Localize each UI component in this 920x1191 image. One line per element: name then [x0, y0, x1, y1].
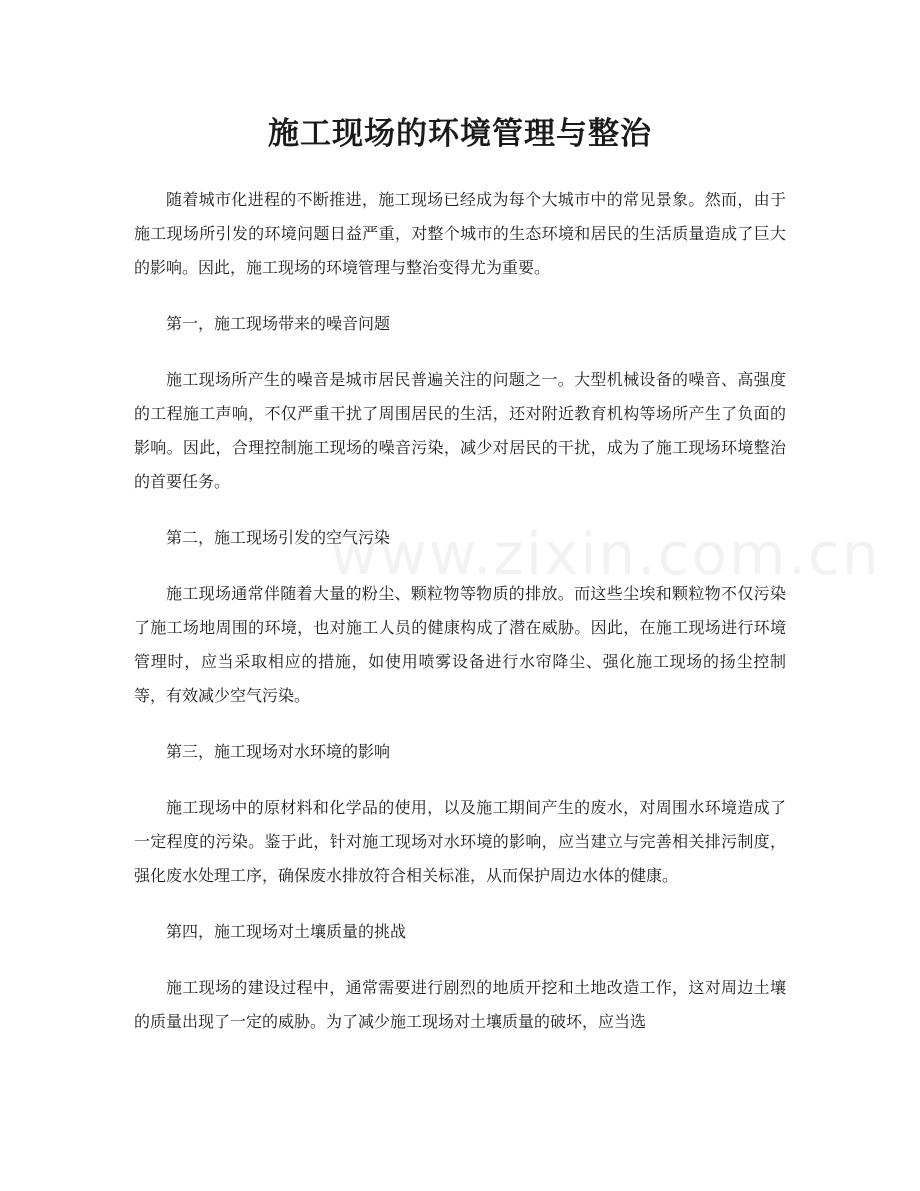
paragraph-noise: 施工现场所产生的噪音是城市居民普遍关注的问题之一。大型机械设备的噪音、高强度的工程施工声响，不仅严重干扰了周围居民的生活，还对附近教育机构等场所产生了负面的影响。因此，合理控制施工现场的噪音污染，减少对居民的干扰，成为了施工现场环境整治的首要任务。	[134, 370, 786, 491]
paragraph-soil: 施工现场的建设过程中，通常需要进行剧烈的地质开挖和土地改造工作，这对周边土壤的质量出现了一定的威胁。为了减少施工现场对土壤质量的破坏，应当选	[134, 978, 786, 1031]
section-heading-noise: 第一，施工现场带来的噪音问题	[166, 314, 391, 333]
watermark: www.zixin.com.cn	[330, 520, 881, 588]
intro-paragraph: 随着城市化进程的不断推进，施工现场已经成为每个大城市中的常见景象。然而，由于施工现场所引发的环境问题日益严重，对整个城市的生态环境和居民的生活质量造成了巨大的影响。因此，施工现场的环境管理与整治变得尤为重要。	[134, 190, 786, 277]
paragraph-water: 施工现场中的原材料和化学品的使用，以及施工期间产生的废水，对周围水环境造成了一定程度的污染。鉴于此，针对施工现场对水环境的影响，应当建立与完善相关排污制度，强化废水处理工序，确保废水排放符合相关标准，从而保护周边水体的健康。	[134, 798, 786, 885]
page-title: 施工现场的环境管理与整治	[268, 116, 652, 152]
section-heading-water: 第三，施工现场对水环境的影响	[166, 742, 391, 761]
paragraph-air: 施工现场通常伴随着大量的粉尘、颗粒物等物质的排放。而这些尘埃和颗粒物不仅污染了施工场地周围的环境，也对施工人员的健康构成了潜在威胁。因此，在施工现场进行环境管理时，应当采取相应的措施，如使用喷雾设备进行水帘降尘、强化施工现场的扬尘控制等，有效减少空气污染。	[134, 584, 786, 705]
section-heading-air: 第二，施工现场引发的空气污染	[166, 528, 391, 547]
section-heading-soil: 第四，施工现场对土壤质量的挑战	[166, 922, 407, 941]
document-body	[134, 183, 786, 1061]
